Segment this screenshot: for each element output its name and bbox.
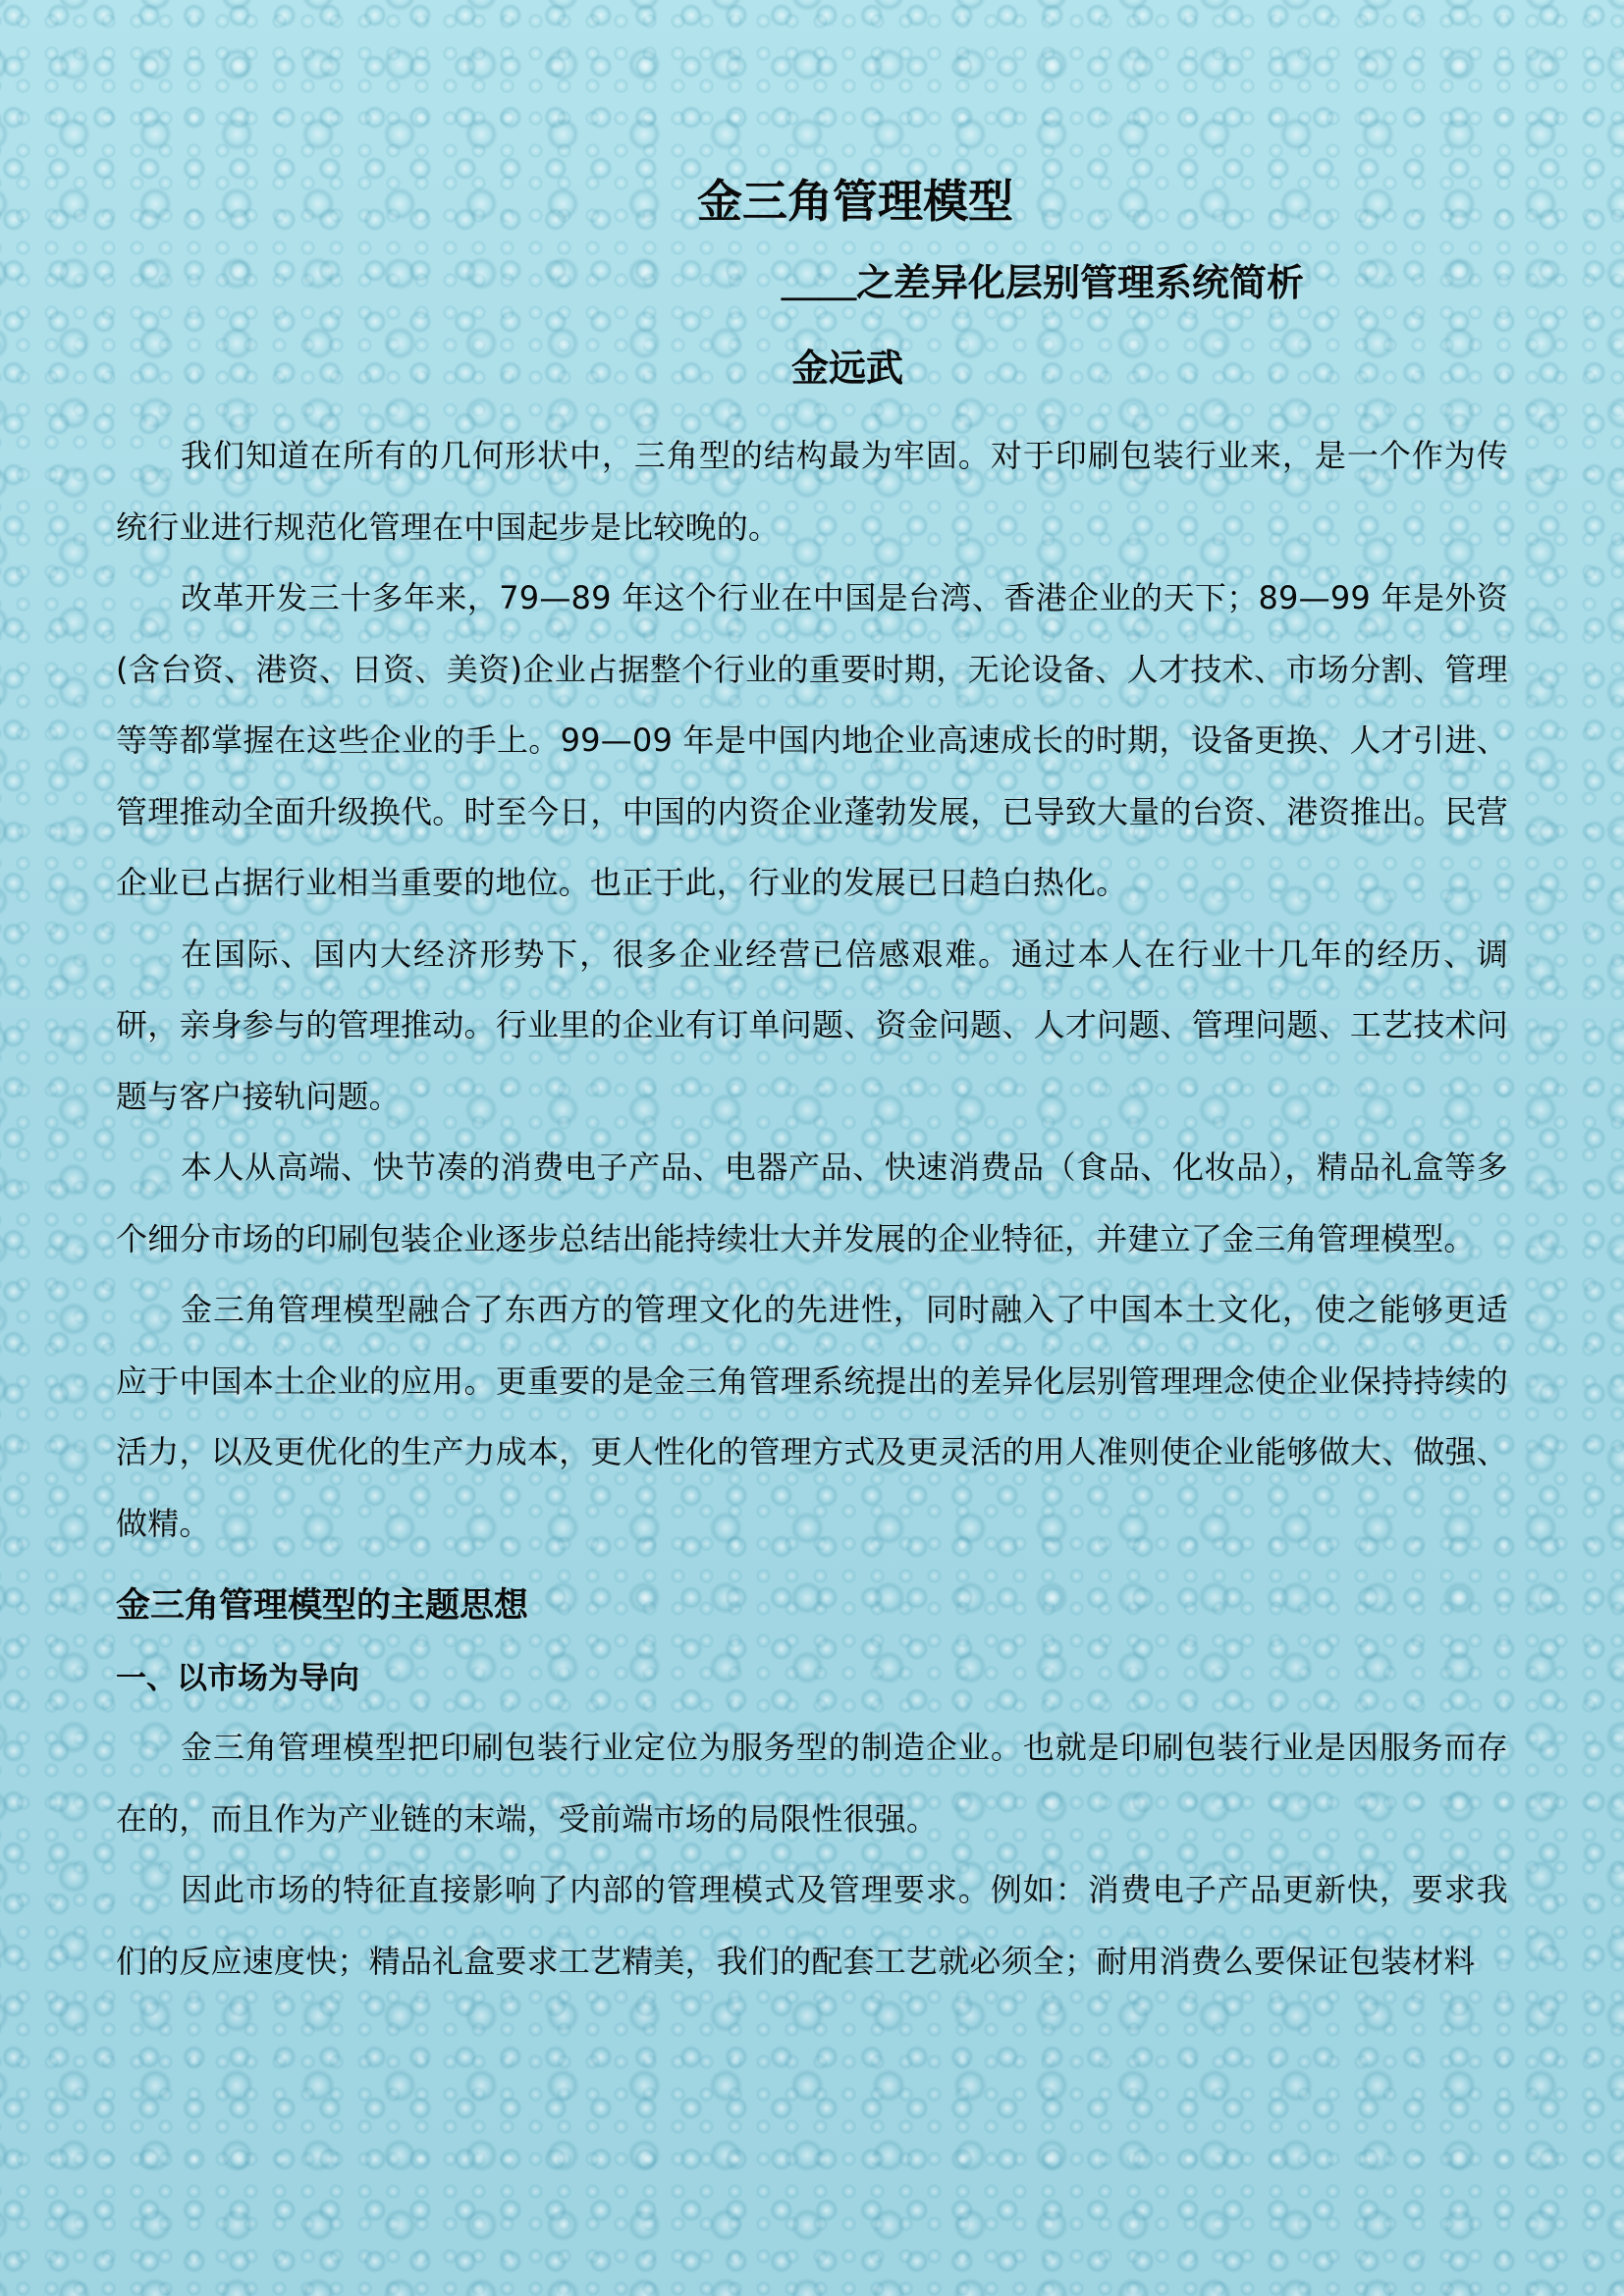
paragraph: 金三角管理模型融合了东西方的管理文化的先进性，同时融入了中国本土文化，使之能够更适应于中国本土企业的应用。更重要的是金三角管理系统提出的差异化层别管理理念使企业保持持续的活力，以及更优化的生产力成本，更人性化的管理方式及更灵活的用人准则使企业能够做大、做强、做精。 bbox=[116, 1291, 1508, 1542]
paragraph: 我们知道在所有的几何形状中，三角型的结构最为牢固。对于印刷包装行业来，是一个作为传统行业进行规范化管理在中国起步是比较晚的。 bbox=[116, 437, 1508, 546]
paragraph: 因此市场的特征直接影响了内部的管理模式及管理要求。例如：消费电子产品更新快，要求我们的反应速度快；精品礼盒要求工艺精美，我们的配套工艺就必须全；耐用消费么要保证包装材料 bbox=[116, 1871, 1508, 1980]
paragraph: 本人从高端、快节凑的消费电子产品、电器产品、快速消费品（食品、化妆品），精品礼盒等多个细分市场的印刷包装企业逐步总结出能持续壮大并发展的企业特征，并建立了金三角管理模型。 bbox=[116, 1148, 1508, 1257]
document-author: 金远武 bbox=[791, 347, 904, 390]
section-heading: 金三角管理模型的主题思想 bbox=[116, 1586, 529, 1626]
subsection-heading: 一、以市场为导向 bbox=[116, 1661, 359, 1696]
document-title: 金三角管理模型 bbox=[697, 175, 1013, 228]
paragraph: 在国际、国内大经济形势下，很多企业经营已倍感艰难。通过本人在行业十几年的经历、调研，亲身参与的管理推动。行业里的企业有订单问题、资金问题、人才问题、管理问题、工艺技术问题与客户接轨问题。 bbox=[116, 934, 1508, 1115]
document-body bbox=[116, 420, 1508, 1997]
paragraph: 改革开发三十多年来，79—89 年这个行业在中国是台湾、香港企业的天下；89—99 年是外资(含台资、港资、日资、美资)企业占据整个行业的重要时期，无论设备、人才技术、市场分割、管理等等都掌握在这些企业的手上。99—09 年是中国内地企业高速成长的时期，设备更换、人才引进、管理推动全面升级换代。时至今日，中国的内资企业蓬勃发展，已导致大量的台资、港资推出。民营企业已占据行业相当重要的地位。也正于此，行业的发展已日趋白热化。 bbox=[116, 579, 1508, 901]
document-subtitle: ＿＿之差异化层别管理系统简析 bbox=[782, 261, 1305, 304]
paragraph: 金三角管理模型把印刷包装行业定位为服务型的制造企业。也就是印刷包装行业是因服务而存在的，而且作为产业链的末端，受前端市场的局限性很强。 bbox=[116, 1729, 1508, 1838]
